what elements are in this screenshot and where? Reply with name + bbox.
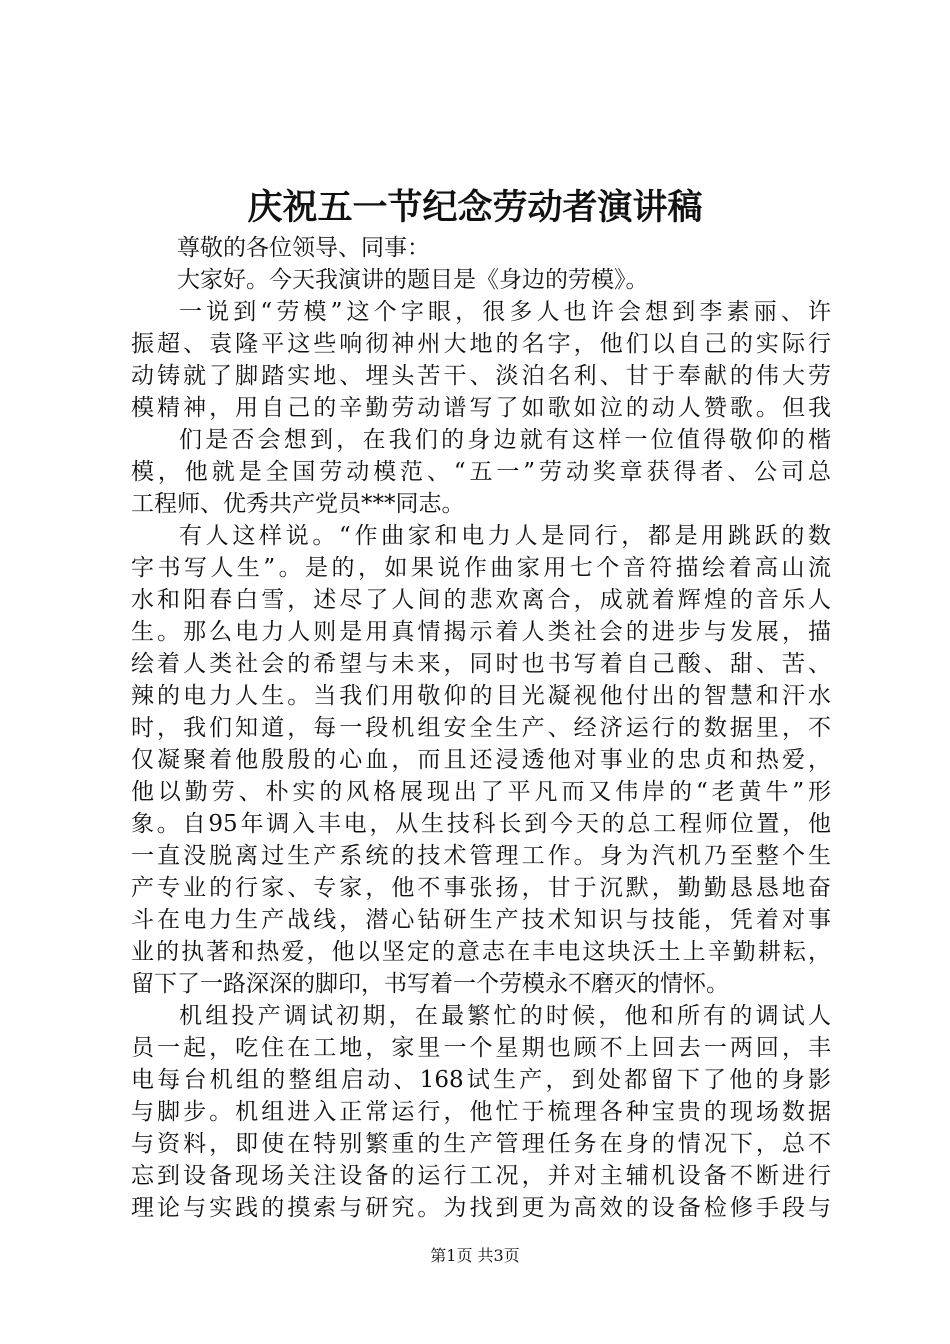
text-line: 忘到设备现场关注设备的运行工况，并对主辅机设备不断进行 <box>131 1163 831 1189</box>
text-line: 一说到“劳模”这个字眼，很多人也许会想到李素丽、许 <box>179 299 831 325</box>
text-line: 模，他就是全国劳动模范、“五一”劳动奖章获得者、公司总 <box>131 459 831 485</box>
document-title: 庆祝五一节纪念劳动者演讲稿 <box>247 187 703 228</box>
text-line: 动铸就了脚踏实地、埋头苦干、淡泊名利、甘于奉献的伟大劳 <box>131 363 831 389</box>
text-line: 大家好。今天我演讲的题目是《身边的劳模》。 <box>177 267 649 293</box>
text-line: 尊敬的各位领导、同事： <box>177 235 430 261</box>
text-line: 水和阳春白雪，述尽了人间的悲欢离合，成就着辉煌的音乐人 <box>131 587 831 613</box>
text-line: 生。那么电力人则是用真情揭示着人类社会的进步与发展，描 <box>131 619 831 645</box>
text-line: 工程师、优秀共产党员***同志。 <box>131 491 465 517</box>
text-line: 绘着人类社会的希望与未来，同时也书写着自己酸、甜、苦、 <box>131 651 831 677</box>
page-number-footer: 第1页 共3页 <box>430 1246 520 1265</box>
text-line: 电每台机组的整组启动、168试生产，到处都留下了他的身影 <box>131 1067 831 1093</box>
text-line: 振超、袁隆平这些响彻神州大地的名字，他们以自己的实际行 <box>131 331 831 357</box>
text-line: 们是否会想到，在我们的身边就有这样一位值得敬仰的楷 <box>179 427 831 453</box>
text-line: 业的执著和热爱，他以坚定的意志在丰电这块沃土上辛勤耕耘， <box>131 939 831 965</box>
text-line: 模精神，用自己的辛勤劳动谱写了如歌如泣的动人赞歌。但我 <box>131 395 831 421</box>
text-line: 字书写人生”。是的，如果说作曲家用七个音符描绘着高山流 <box>131 555 831 581</box>
text-line: 象。自95年调入丰电，从生技科长到今天的总工程师位置，他 <box>131 811 831 837</box>
text-line: 产专业的行家、专家，他不事张扬，甘于沉默，勤勤恳恳地奋 <box>131 875 831 901</box>
text-line: 时，我们知道，每一段机组安全生产、经济运行的数据里，不 <box>131 715 831 741</box>
document-body <box>131 232 831 1224</box>
text-line: 辣的电力人生。当我们用敬仰的目光凝视他付出的智慧和汗水 <box>131 683 831 709</box>
text-line: 仅凝聚着他殷殷的心血，而且还浸透他对事业的忠贞和热爱， <box>131 747 831 773</box>
text-line: 理论与实践的摸索与研究。为找到更为高效的设备检修手段与 <box>131 1195 831 1221</box>
text-line: 员一起，吃住在工地，家里一个星期也顾不上回去一两回，丰 <box>131 1035 831 1061</box>
text-line: 机组投产调试初期，在最繁忙的时候，他和所有的调试人 <box>179 1003 831 1029</box>
text-line: 与脚步。机组进入正常运行，他忙于梳理各种宝贵的现场数据 <box>131 1099 831 1125</box>
text-line: 留下了一路深深的脚印，书写着一个劳模永不磨灭的情怀。 <box>131 971 729 997</box>
text-line: 他以勤劳、朴实的风格展现出了平凡而又伟岸的“老黄牛”形 <box>131 779 831 805</box>
text-line: 一直没脱离过生产系统的技术管理工作。身为汽机乃至整个生 <box>131 843 831 869</box>
text-line: 与资料，即使在特别繁重的生产管理任务在身的情况下，总不 <box>131 1131 831 1157</box>
text-line: 斗在电力生产战线，潜心钻研生产技术知识与技能，凭着对事 <box>131 907 831 933</box>
text-line: 有人这样说。“作曲家和电力人是同行，都是用跳跃的数 <box>179 523 831 549</box>
